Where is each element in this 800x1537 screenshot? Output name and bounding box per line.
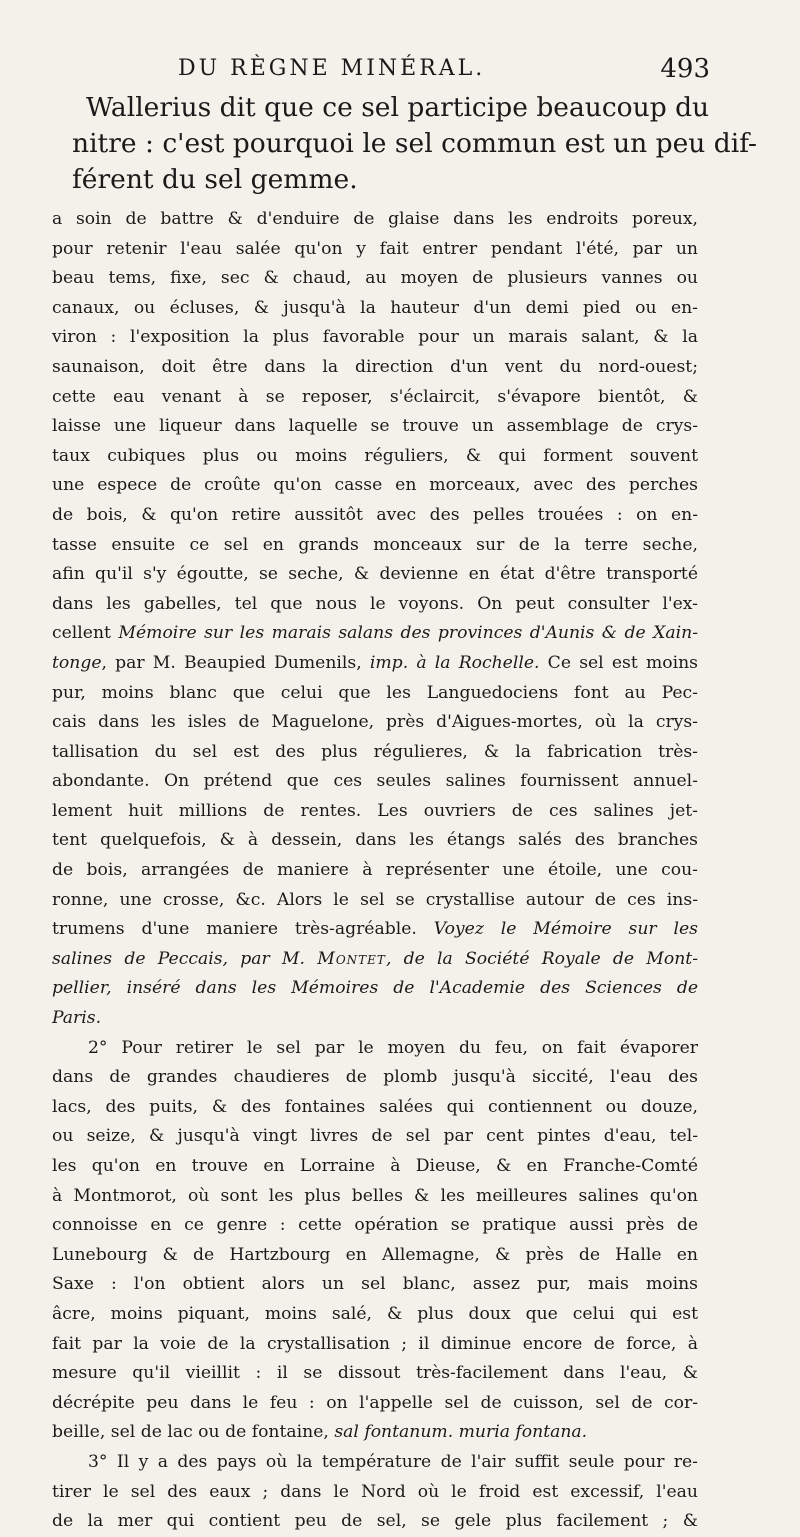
- text-line: lement huit millions de rentes. Les ouvriers de ces salines jet-: [52, 800, 698, 821]
- text-run: salines de Peccais, par M.: [52, 948, 318, 969]
- text-line: beau tems, fixe, sec & chaud, au moyen de plusieurs vannes ou: [52, 268, 698, 289]
- memoire-title-end: tonge: [52, 652, 102, 673]
- text-line: abondante. On prétend que ces seules salines fournissent annuel-: [52, 771, 698, 792]
- page-header: [150, 54, 710, 88]
- text-line: Paris.: [52, 1008, 102, 1029]
- reference-italic: Voyez le Mémoire sur les: [433, 919, 698, 940]
- text-line: cette eau venant à se reposer, s'éclaircit, s'évapore bientôt, &: [52, 386, 698, 407]
- text-line: connoisse en ce genre : cette opération se pratique aussi près de: [52, 1215, 698, 1236]
- text-line: tent quelquefois, & à dessein, dans les étangs salés des branches: [52, 830, 698, 851]
- text-run: trumens d'une maniere très-agréable.: [52, 919, 434, 940]
- text-run: , de la Société Royale de Mont-: [385, 948, 698, 969]
- text-line: 3° Il y a des pays où la température de l'air suffit seule pour re-: [88, 1451, 698, 1472]
- text-line: taux cubiques plus ou moins réguliers, & qui forment souvent: [52, 445, 698, 466]
- text-line: viron : l'exposition la plus favorable pour un marais salant, & la: [52, 327, 698, 348]
- text-line: dans de grandes chaudieres de plomb jusqu'à siccité, l'eau des: [52, 1067, 698, 1088]
- intro-line: Wallerius dit que ce sel participe beaucoup du: [86, 92, 710, 123]
- body-text: [52, 205, 698, 1537]
- text-run: Ce sel est moins: [539, 652, 698, 673]
- text-line: tasse ensuite ce sel en grands monceaux sur de la terre seche,: [52, 534, 698, 555]
- text-line: âcre, moins piquant, moins salé, & plus doux que celui qui est: [52, 1303, 698, 1324]
- text-line: cais dans les isles de Maguelone, près d'Aigues-mortes, où la crys-: [52, 712, 698, 733]
- text-line: de bois, arrangées de maniere à représenter une étoile, une cou-: [52, 860, 698, 881]
- text-line: lacs, des puits, & des fontaines salées qui contiennent ou douze,: [52, 1096, 698, 1117]
- text-line: fait par la voie de la crystallisation ; il diminue encore de force, à: [52, 1333, 698, 1354]
- intro-line: férent du sel gemme.: [72, 164, 358, 195]
- text-line: pour retenir l'eau salée qu'on y fait entrer pendant l'été, par un: [52, 238, 698, 259]
- text-line: pellier, inséré dans les Mémoires de l'Academie des Sciences de: [52, 978, 698, 999]
- text-line: [52, 945, 698, 975]
- text-run: cellent: [52, 623, 119, 644]
- text-line: de bois, & qu'on retire aussitôt avec des pelles trouées : on en-: [52, 504, 698, 525]
- text-line: [52, 1418, 698, 1448]
- text-line: [52, 915, 698, 945]
- text-run: , par M. Beaupied Dumenils,: [101, 652, 370, 673]
- text-run: beille, sel de lac ou de fontaine,: [52, 1422, 335, 1443]
- text-line: une espece de croûte qu'on casse en morceaux, avec des perches: [52, 475, 698, 496]
- text-line: à Montmorot, où sont les plus belles & les meilleures salines qu'on: [52, 1185, 698, 1206]
- text-line: décrépite peu dans le feu : on l'appelle sel de cuisson, sel de cor-: [52, 1392, 698, 1413]
- text-line: tallisation du sel est des plus régulieres, & la fabrication très-: [52, 741, 698, 762]
- text-line: saunaison, doit être dans la direction d'un vent du nord-ouest;: [52, 356, 698, 377]
- text-line: ou seize, & jusqu'à vingt livres de sel par cent pintes d'eau, tel-: [52, 1126, 698, 1147]
- intro-line: nitre : c'est pourquoi le sel commun est un peu dif-: [72, 128, 758, 159]
- text-line: afin qu'il s'y égoutte, se seche, & devienne en état d'être transporté: [52, 564, 698, 585]
- latin-term: sal fontanum. muria fontana.: [334, 1422, 588, 1443]
- memoire-title: Mémoire sur les marais salans des provinces d'Aunis & de Xain-: [118, 623, 698, 644]
- text-line: dans les gabelles, tel que nous le voyons. On peut consulter l'ex-: [52, 593, 698, 614]
- text-line: 2° Pour retirer le sel par le moyen du feu, on fait évaporer: [88, 1037, 698, 1058]
- text-line: [52, 649, 698, 679]
- text-line: les qu'on en trouve en Lorraine à Dieuse, & en Franche-Comté: [52, 1156, 698, 1176]
- text-line: tirer le sel des eaux ; dans le Nord où le froid est excessif, l'eau: [52, 1481, 698, 1502]
- text-line: mesure qu'il vieillit : il se dissout très-facilement dans l'eau, &: [52, 1363, 698, 1384]
- text-line: canaux, ou écluses, & jusqu'à la hauteur d'un demi pied ou en-: [52, 297, 698, 318]
- author-name: Montet: [317, 948, 386, 969]
- text-line: de la mer qui contient peu de sel, se gele plus facilement ; &: [52, 1511, 698, 1532]
- page-number: 493: [660, 54, 710, 84]
- imprint: imp. à la Rochelle.: [369, 652, 540, 673]
- text-line: Saxe : l'on obtient alors un sel blanc, assez pur, mais moins: [52, 1274, 698, 1295]
- text-line: laisse une liqueur dans laquelle se trouve un assemblage de crys-: [52, 416, 698, 437]
- text-line: pur, moins blanc que celui que les Languedociens font au Pec-: [52, 682, 698, 703]
- text-line: Lunebourg & de Hartzbourg en Allemagne, & près de Halle en: [52, 1244, 698, 1265]
- running-head: DU RÈGNE MINÉRAL.: [178, 56, 486, 81]
- text-line: a soin de battre & d'enduire de glaise dans les endroits poreux,: [52, 209, 698, 229]
- intro-paragraph: [72, 90, 758, 198]
- text-line: ronne, une crosse, &c. Alors le sel se crystallise autour de ces ins-: [52, 889, 698, 910]
- text-line: [52, 619, 698, 649]
